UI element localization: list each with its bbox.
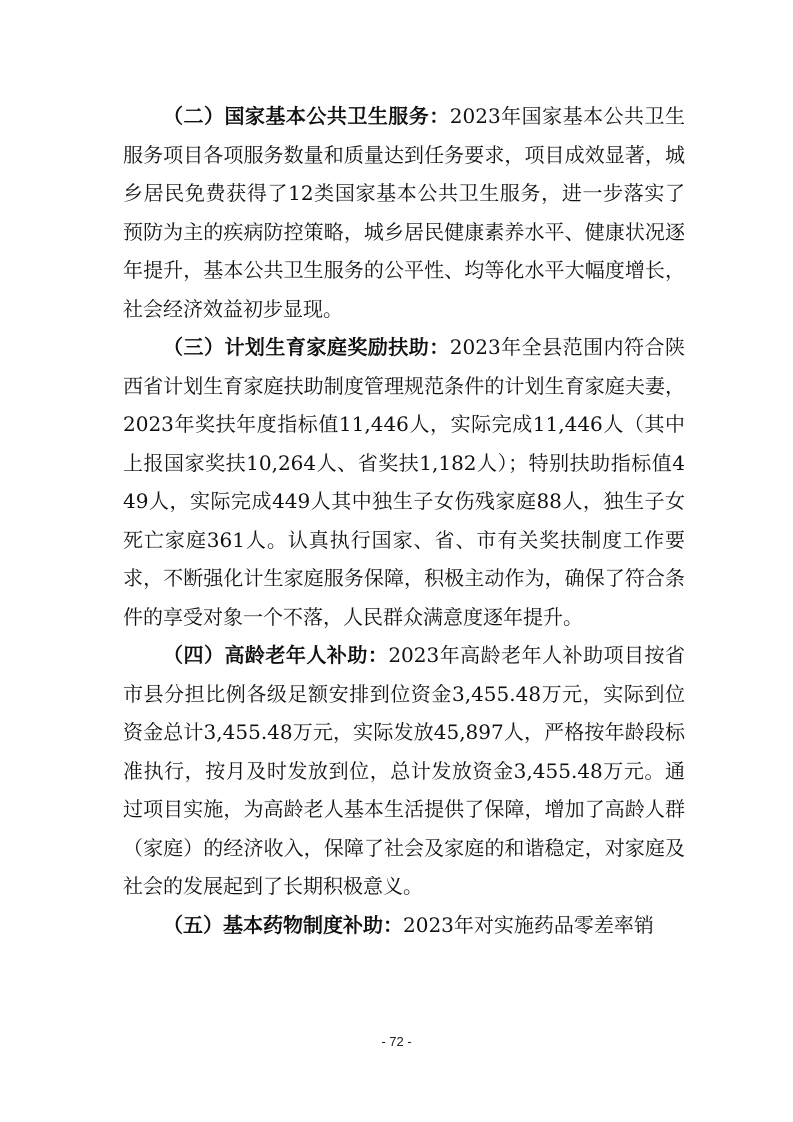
paragraph-text: 2023年国家基本公共卫生服务项目各项服务数量和质量达到任务要求，项目成效显著，城乡居民免费获得了12类国家基本公共卫生服务，进一步落实了预防为主的疾病防控策略，城乡居民健康素养水平、健康状况逐年提升，基本公共卫生服务的公平性、均等化水平大幅度增长，社会经济效益初步显现。 bbox=[123, 104, 686, 321]
document-body bbox=[123, 97, 685, 944]
section-heading: （三）计划生育家庭奖励扶助： bbox=[163, 335, 450, 359]
paragraph-text: 2023年高龄老年人补助项目按省市县分担比例各级足额安排到位资金3,455.48万元，实际到位资金总计3,455.48万元，实际发放45,897人，严格按年龄段标准执行，按月及时发放到位，总计发放资金3,455.48万元。通过项目实施，为高龄老人基本生活提供了保障，增加了高龄人群（家庭）的经济收入，保障了社会及家庭的和谐稳定，对家庭及社会的发展起到了长期积极意义。 bbox=[123, 643, 685, 898]
section-heading: （五）基本药物制度补助： bbox=[163, 912, 403, 937]
paragraph-text: 2023年全县范围内符合陕西省计划生育家庭扶助制度管理规范条件的计划生育家庭夫妻，2023年奖扶年度指标值11,446人，实际完成11,446人（其中上报国家奖扶10,264人、省奖扶1,182人）；特别扶助指标值449人，实际完成449人其中独生子女伤残家庭88人，独生子女死亡家庭361人。认真执行国家、省、市有关奖扶制度工作要求，不断强化计生家庭服务保障，积极主动作为，确保了符合条件的享受对象一个不落，人民群众满意度逐年提升。 bbox=[123, 335, 686, 629]
paragraph-essential-drugs bbox=[123, 906, 685, 945]
page-number: - 72 - bbox=[381, 1034, 412, 1049]
paragraph-public-health bbox=[123, 97, 685, 328]
paragraph-family-planning bbox=[123, 328, 685, 636]
section-heading: （四）高龄老年人补助： bbox=[163, 643, 389, 667]
paragraph-elderly-subsidy bbox=[123, 636, 685, 906]
paragraph-text: 2023年对实施药品零差率销 bbox=[403, 912, 654, 937]
section-heading: （二）国家基本公共卫生服务： bbox=[163, 104, 450, 128]
